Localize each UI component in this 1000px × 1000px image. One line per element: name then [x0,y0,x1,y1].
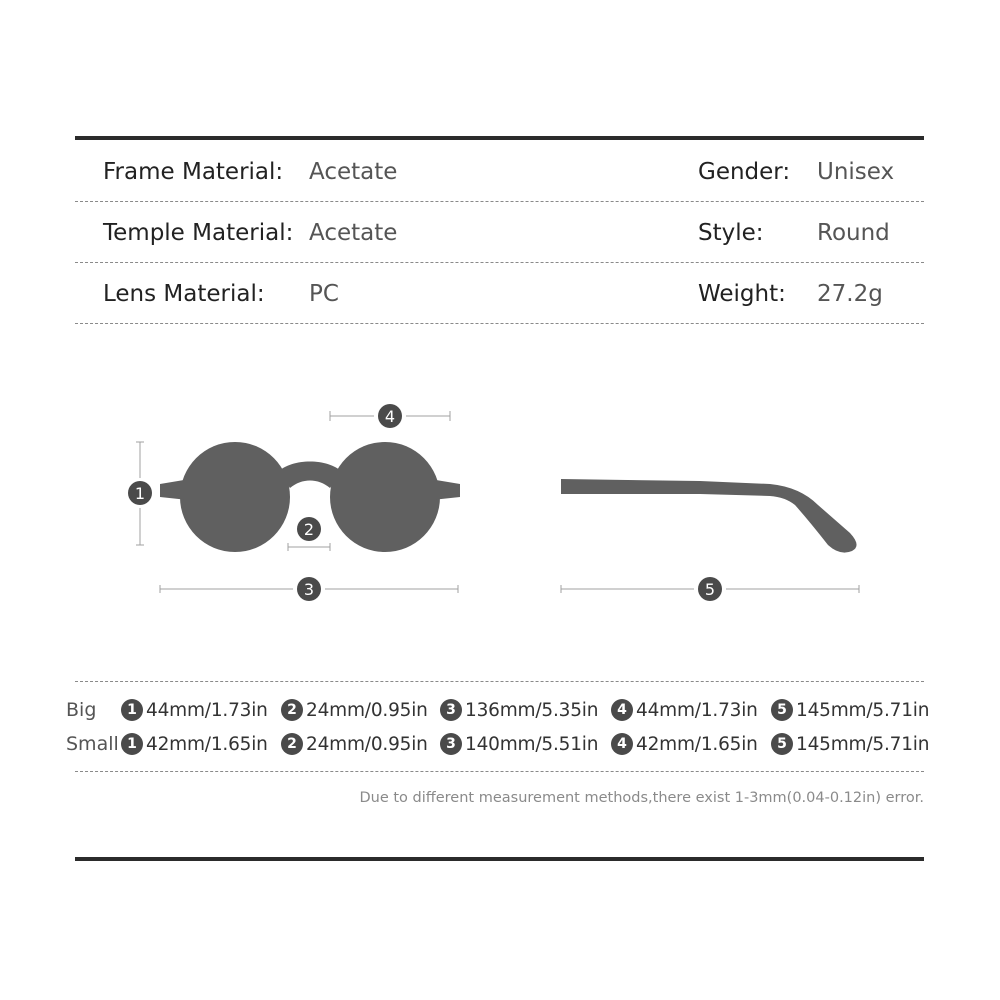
temple-material-label: Temple Material: [103,220,294,246]
top-divider [75,136,924,140]
number-badge: 5 [771,733,793,755]
number-badge: 3 [440,699,462,721]
glasses-diagram [0,380,1000,620]
size-item [771,695,929,725]
size-value: 42mm/1.65in [146,733,268,755]
bottom-divider [75,857,924,861]
svg-text:5: 5 [704,580,716,599]
size-value: 145mm/5.71in [796,733,930,755]
size-item [121,729,268,759]
spec-row-temple [0,213,1000,253]
size-value: 140mm/5.51in [465,733,599,755]
size-name: Small [66,733,119,755]
spec-row-frame [0,152,1000,192]
svg-text:4: 4 [384,407,396,426]
temple-arm [561,479,857,553]
temple-material-value: Acetate [309,220,398,246]
number-badge: 2 [281,699,303,721]
size-divider [75,681,924,682]
size-row-small [0,729,1000,759]
size-value: 24mm/0.95in [306,733,428,755]
svg-text:3: 3 [303,580,315,599]
size-item [440,695,598,725]
number-badge: 4 [611,733,633,755]
size-item [121,695,268,725]
number-badge: 4 [611,699,633,721]
size-value: 24mm/0.95in [306,699,428,721]
svg-text:1: 1 [134,484,146,503]
gender-value: Unisex [817,159,895,185]
marker-3-badge [293,573,325,605]
frame-material-label: Frame Material: [103,159,284,185]
size-name: Big [66,699,97,721]
size-item [281,695,428,725]
lens-material-value: PC [309,281,339,307]
number-badge: 5 [771,699,793,721]
size-item [771,729,929,759]
lens-material-label: Lens Material: [103,281,265,307]
spec-divider [75,262,924,263]
measurement-note: Due to different measurement methods,there exist 1-3mm(0.04-0.12in) error. [359,790,924,806]
size-item [611,695,758,725]
size-divider [75,771,924,772]
size-item [281,729,428,759]
number-badge: 2 [281,733,303,755]
style-value: Round [817,220,890,246]
size-value: 44mm/1.73in [146,699,268,721]
weight-value: 27.2g [817,281,883,307]
size-value: 42mm/1.65in [636,733,758,755]
number-badge: 1 [121,699,143,721]
marker-2-badge [297,517,321,541]
marker-1-badge [125,478,155,508]
spec-row-lens [0,274,1000,314]
size-row-big [0,695,1000,725]
spec-divider [75,201,924,202]
gender-label: Gender: [698,159,791,185]
weight-label: Weight: [698,281,786,307]
size-value: 136mm/5.35in [465,699,599,721]
spec-divider [75,323,924,324]
size-value: 145mm/5.71in [796,699,930,721]
size-item [440,729,598,759]
size-item [611,729,758,759]
style-label: Style: [698,220,764,246]
marker-4-badge [374,400,406,432]
size-value: 44mm/1.73in [636,699,758,721]
frame-material-value: Acetate [309,159,398,185]
marker-5-badge [694,573,726,605]
number-badge: 3 [440,733,462,755]
number-badge: 1 [121,733,143,755]
svg-text:2: 2 [303,520,315,539]
